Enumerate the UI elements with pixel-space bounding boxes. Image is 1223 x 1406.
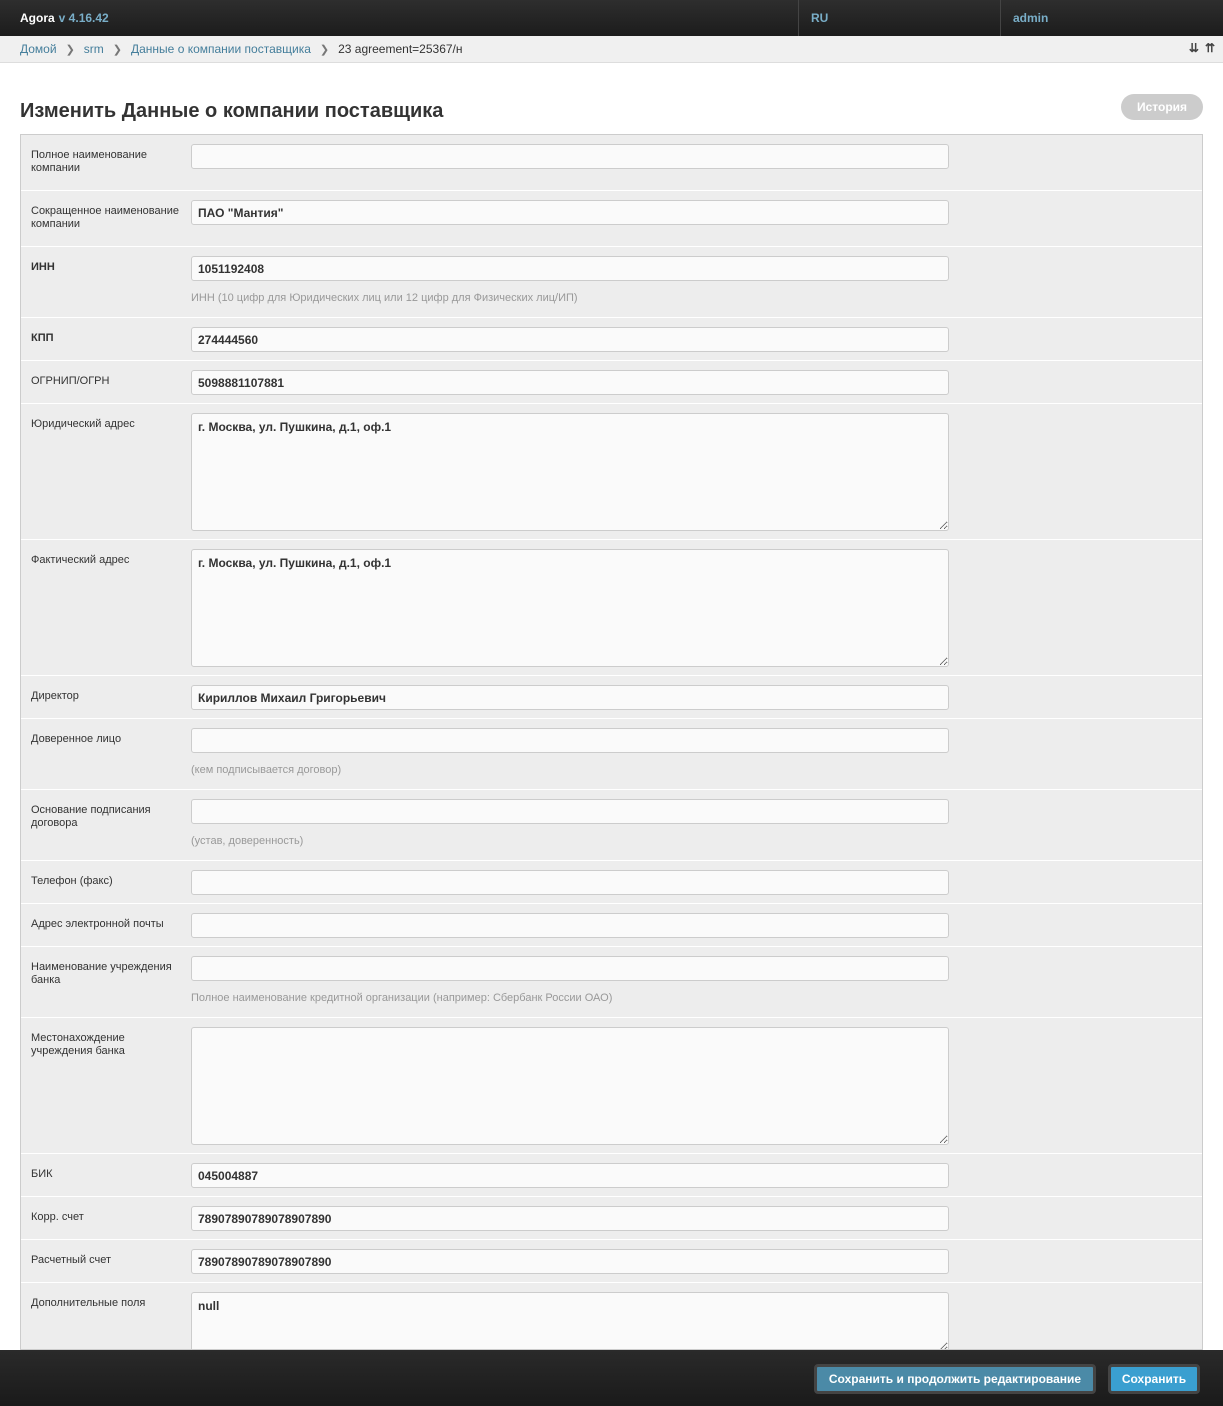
form-row-actual-address [21, 540, 1202, 676]
user-menu[interactable]: admin [1000, 0, 1223, 36]
extra-fields-textarea[interactable] [191, 1292, 949, 1350]
breadcrumb-srm[interactable]: srm [83, 42, 104, 56]
legal-address-label: Юридический адрес [31, 418, 135, 430]
form-row-extra-fields [21, 1283, 1202, 1350]
settlement-account-label: Расчетный счет [31, 1254, 112, 1266]
kpp-input[interactable] [191, 327, 949, 352]
bank-name-input[interactable] [191, 956, 949, 981]
chevron-right-icon: ❯ [112, 43, 122, 56]
save-continue-button[interactable]: Сохранить и продолжить редактирование [814, 1364, 1096, 1394]
trustee-label: Доверенное лицо [31, 733, 122, 745]
signing-basis-label: Основание подписания договора [31, 804, 151, 829]
supplier-form [20, 134, 1203, 1350]
form-row-corr-account [21, 1197, 1202, 1240]
full-name-input[interactable] [191, 144, 949, 169]
bank-location-label: Местонахождение учреждения банка [31, 1032, 125, 1057]
form-row-inn [21, 247, 1202, 318]
form-row-email [21, 904, 1202, 947]
collapse-controls [1189, 41, 1215, 55]
full-name-label: Полное наименование компании [31, 149, 147, 174]
save-button[interactable]: Сохранить [1108, 1364, 1200, 1394]
double-chevron-up-icon[interactable]: ⇈ [1204, 41, 1215, 55]
form-row-settlement-account [21, 1240, 1202, 1283]
ogrn-input[interactable] [191, 370, 949, 395]
form-row-bank-name [21, 947, 1202, 1018]
form-row-short-name [21, 191, 1202, 247]
breadcrumb-home[interactable]: Домой [20, 42, 57, 56]
form-row-ogrn [21, 361, 1202, 404]
bank-location-textarea[interactable] [191, 1027, 949, 1145]
inn-label: ИНН [31, 261, 55, 273]
email-label: Адрес электронной почты [31, 918, 164, 930]
app-name: Agora [20, 11, 55, 25]
short-name-input[interactable] [191, 200, 949, 225]
bank-name-label: Наименование учреждения банка [31, 961, 172, 986]
form-row-director [21, 676, 1202, 719]
ogrn-label: ОГРНИП/ОГРН [31, 375, 110, 387]
app-version: v 4.16.42 [58, 11, 109, 25]
double-chevron-down-icon[interactable]: ⇊ [1188, 41, 1199, 55]
trustee-help: (кем подписывается договор) [191, 764, 342, 776]
form-row-full-name [21, 135, 1202, 191]
corr-account-label: Корр. счет [31, 1211, 84, 1223]
breadcrumb [0, 36, 1223, 63]
email-field[interactable] [191, 913, 949, 938]
form-row-bik [21, 1154, 1202, 1197]
signing-basis-help: (устав, доверенность) [191, 835, 304, 847]
director-input[interactable] [191, 685, 949, 710]
legal-address-textarea[interactable] [191, 413, 949, 531]
inn-help: ИНН (10 цифр для Юридических лиц или 12 цифр для Физических лиц/ИП) [191, 292, 578, 304]
settlement-account-input[interactable] [191, 1249, 949, 1274]
breadcrumb-current: 23 agreement=25367/н [338, 42, 463, 56]
form-row-legal-address [21, 404, 1202, 540]
top-header [0, 0, 1223, 36]
form-row-bank-location [21, 1018, 1202, 1154]
bank-name-help: Полное наименование кредитной организации (например: Сбербанк России ОАО) [191, 992, 613, 1004]
brand[interactable] [20, 11, 109, 25]
kpp-label: КПП [31, 332, 54, 344]
form-row-trustee [21, 719, 1202, 790]
corr-account-input[interactable] [191, 1206, 949, 1231]
chevron-right-icon: ❯ [319, 43, 330, 56]
language-switcher[interactable]: RU [798, 0, 1000, 36]
extra-fields-label: Дополнительные поля [31, 1297, 146, 1309]
page-title: Изменить Данные о компании поставщика [20, 100, 444, 122]
form-row-phone [21, 861, 1202, 904]
form-row-signing-basis [21, 790, 1202, 861]
bik-input[interactable] [191, 1163, 949, 1188]
form-row-kpp [21, 318, 1202, 361]
actual-address-label: Фактический адрес [31, 554, 130, 566]
submit-row [0, 1350, 1223, 1406]
phone-input[interactable] [191, 870, 949, 895]
history-button[interactable]: История [1121, 94, 1203, 120]
inn-input[interactable] [191, 256, 949, 281]
chevron-right-icon: ❯ [65, 43, 75, 56]
bik-label: БИК [31, 1168, 53, 1180]
actual-address-textarea[interactable] [191, 549, 949, 667]
breadcrumb-supplier-data[interactable]: Данные о компании поставщика [131, 42, 311, 56]
phone-label: Телефон (факс) [31, 875, 113, 887]
signing-basis-input[interactable] [191, 799, 949, 824]
short-name-label: Сокращенное наименование компании [31, 205, 179, 230]
trustee-input[interactable] [191, 728, 949, 753]
director-label: Директор [31, 690, 79, 702]
